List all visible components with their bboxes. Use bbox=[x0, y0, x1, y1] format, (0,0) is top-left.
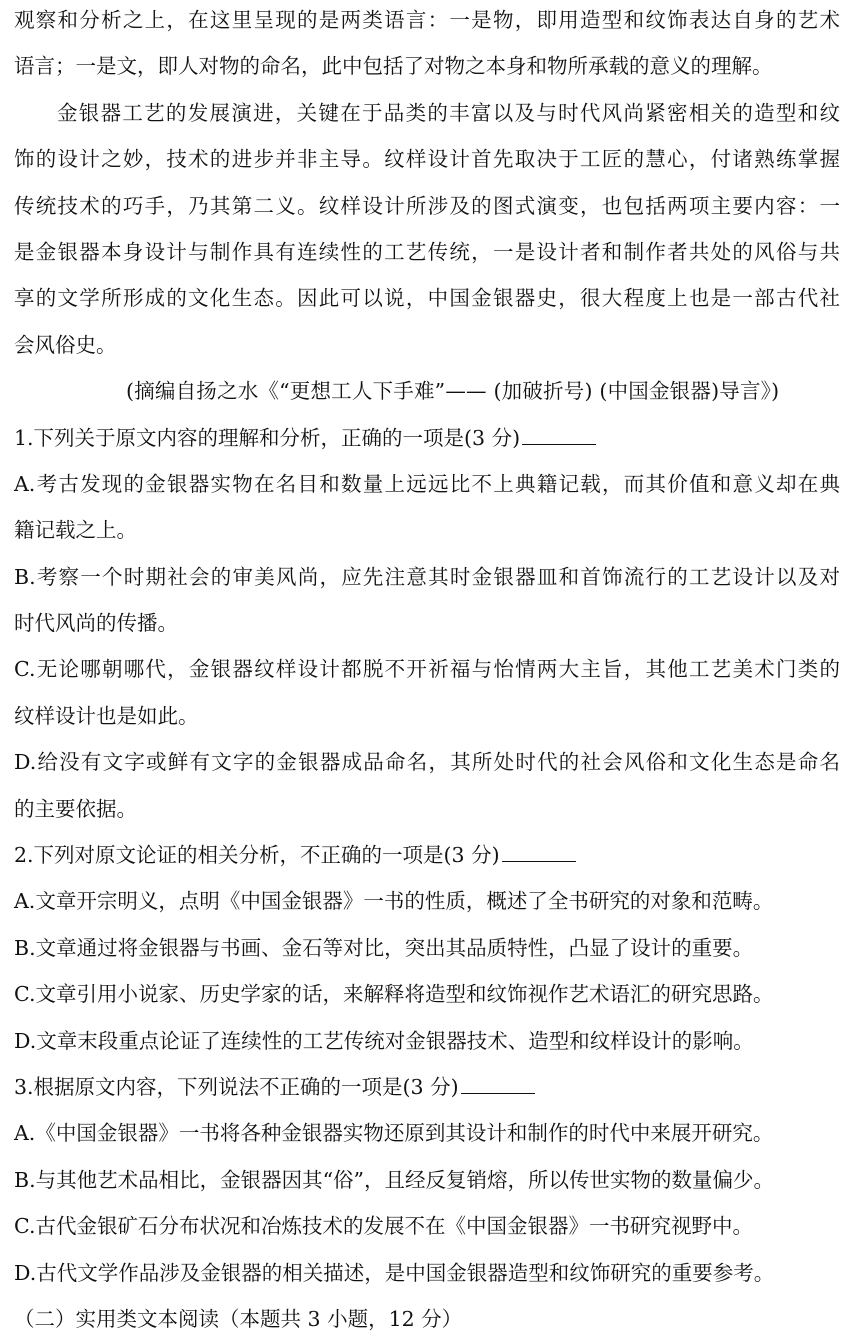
answer-blank[interactable] bbox=[502, 843, 576, 862]
option-a: A.考古发现的金银器实物在名目和数量上远远比不上典籍记载，而其价值和意义却在典 bbox=[14, 471, 840, 496]
cut-off-heading: （二）实用类文本阅读（本题共 3 小题，12 分） bbox=[14, 1306, 463, 1331]
option-a-continued: 籍记载之上。 bbox=[14, 518, 137, 543]
option-b: B.与其他艺术品相比，金银器因其“俗”，且经反复销熔，所以传世实物的数量偏少。 bbox=[14, 1167, 775, 1192]
option-d: D.给没有文字或鲜有文字的金银器成品命名，其所处时代的社会风俗和文化生态是命名 bbox=[14, 750, 840, 775]
option-c: C.古代金银矿石分布状况和冶炼技术的发展不在《中国金银器》一书研究视野中。 bbox=[14, 1214, 753, 1239]
option-c: C.文章引用小说家、历史学家的话，来解释将造型和纹饰视作艺术语汇的研究思路。 bbox=[14, 982, 774, 1007]
paragraph-line: 传统技术的巧手，乃其第二义。纹样设计所涉及的图式演变，也包括两项主要内容：一 bbox=[14, 193, 840, 218]
paragraph-line: 观察和分析之上，在这里呈现的是两类语言：一是物，即用造型和纹饰表达自身的艺术 bbox=[14, 8, 840, 32]
option-a: A.《中国金银器》一书将各种金银器实物还原到其设计和制作的时代中来展开研究。 bbox=[14, 1121, 774, 1146]
answer-blank[interactable] bbox=[461, 1075, 535, 1094]
paragraph-line: 会风俗史。 bbox=[14, 332, 117, 357]
source-citation: (摘编自扬之水《“更想工人下手难”—— (加破折号) (中国金银器)导言》) bbox=[126, 379, 780, 404]
question-stem-text: 1.下列关于原文内容的理解和分析，正确的一项是(3 分) bbox=[14, 425, 521, 450]
answer-blank[interactable] bbox=[522, 426, 596, 445]
option-c-continued: 纹样设计也是如此。 bbox=[14, 703, 199, 728]
question-stem-text: 2.下列对原文论证的相关分析，不正确的一项是(3 分) bbox=[14, 843, 500, 868]
question-3 bbox=[14, 1064, 840, 1296]
option-a: A.文章开宗明义，点明《中国金银器》一书的性质，概述了全书研究的对象和范畴。 bbox=[14, 889, 774, 914]
option-b: B.文章通过将金银器与书画、金石等对比，突出其品质特性，凸显了设计的重要。 bbox=[14, 935, 754, 960]
paragraph-line: 是金银器本身设计与制作具有连续性的工艺传统，一是设计者和制作者共处的风俗与共 bbox=[14, 239, 840, 264]
question-stem bbox=[14, 415, 840, 461]
question-2 bbox=[14, 832, 840, 1064]
question-stem bbox=[14, 832, 840, 878]
paragraph-line: 享的文学所形成的文化生态。因此可以说，中国金银器史，很大程度上也是一部古代社 bbox=[14, 286, 840, 311]
document-page bbox=[14, 0, 840, 1331]
question-1 bbox=[14, 415, 840, 833]
question-stem-text: 3.根据原文内容，下列说法不正确的一项是(3 分) bbox=[14, 1074, 459, 1099]
option-c: C.无论哪朝哪代，金银器纹样设计都脱不开祈福与怡情两大主旨，其他工艺美术门类的 bbox=[14, 657, 840, 682]
option-d: D.文章末段重点论证了连续性的工艺传统对金银器技术、造型和纹样设计的影响。 bbox=[14, 1028, 754, 1053]
option-b: B.考察一个时期社会的审美风尚，应先注意其时金银器皿和首饰流行的工艺设计以及对 bbox=[14, 564, 840, 589]
paragraph-line: 语言；一是文，即人对物的命名，此中包括了对物之本身和物所承载的意义的理解。 bbox=[14, 54, 773, 79]
option-d-continued: 的主要依据。 bbox=[14, 796, 137, 821]
question-stem bbox=[14, 1064, 840, 1110]
paragraph-2 bbox=[14, 90, 840, 368]
option-b-continued: 时代风尚的传播。 bbox=[14, 611, 178, 636]
option-d: D.古代文学作品涉及金银器的相关描述，是中国金银器造型和纹饰研究的重要参考。 bbox=[14, 1260, 775, 1285]
paragraph-line: 饰的设计之妙，技术的进步并非主导。纹样设计首先取决于工匠的慧心，付诸熟练掌握 bbox=[14, 147, 840, 172]
paragraph-1 bbox=[14, 0, 840, 90]
paragraph-line: 金银器工艺的发展演进，关键在于品类的丰富以及与时代风尚紧密相关的造型和纹 bbox=[57, 100, 840, 125]
